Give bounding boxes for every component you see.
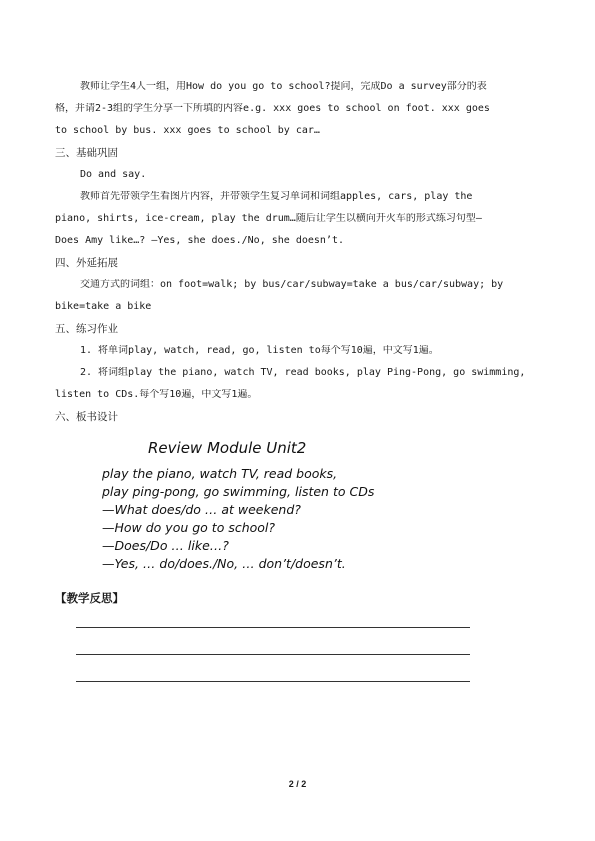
board-line: —How do you go to school? [102, 520, 276, 535]
body-text-line: 1. 将单词play, watch, read, go, listen to每个写10遍，中文写1遍。 [80, 345, 439, 356]
body-text-line: piano, shirts, ice-cream, play the drum…随后让学生以横向开火车的形式练习句型— [55, 213, 482, 224]
board-line: —Yes, … do/does./No, … don’t/doesn’t. [102, 556, 346, 571]
body-text-line: 2. 将词组play the piano, watch TV, read books, play Ping-Pong, go swimming, [80, 367, 526, 378]
board-line: play ping-pong, go swimming, listen to CDs [102, 484, 375, 499]
section-heading: 五、练习作业 [55, 323, 118, 335]
body-text-line: 交通方式的词组：on foot=walk; by bus/car/subway=take a bus/car/subway; by [80, 279, 504, 290]
body-text-line: bike=take a bike [55, 301, 152, 312]
section-heading: 六、板书设计 [55, 411, 118, 423]
board-line: play the piano, watch TV, read books, [102, 466, 338, 481]
body-text-line: Does Amy like…? —Yes, she does./No, she doesn’t. [55, 235, 344, 246]
board-line: —Does/Do … like…? [102, 538, 229, 553]
writing-line [76, 627, 470, 628]
board-line: —What does/do … at weekend? [102, 502, 301, 517]
body-text-line: 教师首先带领学生看图片内容，并带领学生复习单词和词组apples, cars, play the [80, 191, 473, 202]
page-number: 2 / 2 [288, 779, 307, 789]
body-text-line: to school by bus. xxx goes to school by car… [55, 125, 320, 136]
section-heading: 三、基础巩固 [55, 147, 118, 159]
body-text-line: listen to CDs.每个写10遍，中文写1遍。 [55, 389, 258, 400]
board-title: Review Module Unit2 [148, 439, 307, 457]
body-text-line: 格，并请2-3组的学生分享一下所填的内容e.g. xxx goes to school on foot. xxx goes [55, 103, 490, 114]
reflection-heading: 【教学反思】 [55, 591, 124, 605]
body-text-line: Do and say. [80, 169, 147, 180]
writing-line [76, 654, 470, 655]
body-text-line: 教师让学生4人一组，用How do you go to school?提问，完成Do a survey部分的表 [80, 81, 487, 92]
section-heading: 四、外延拓展 [55, 257, 118, 269]
writing-line [76, 681, 470, 682]
